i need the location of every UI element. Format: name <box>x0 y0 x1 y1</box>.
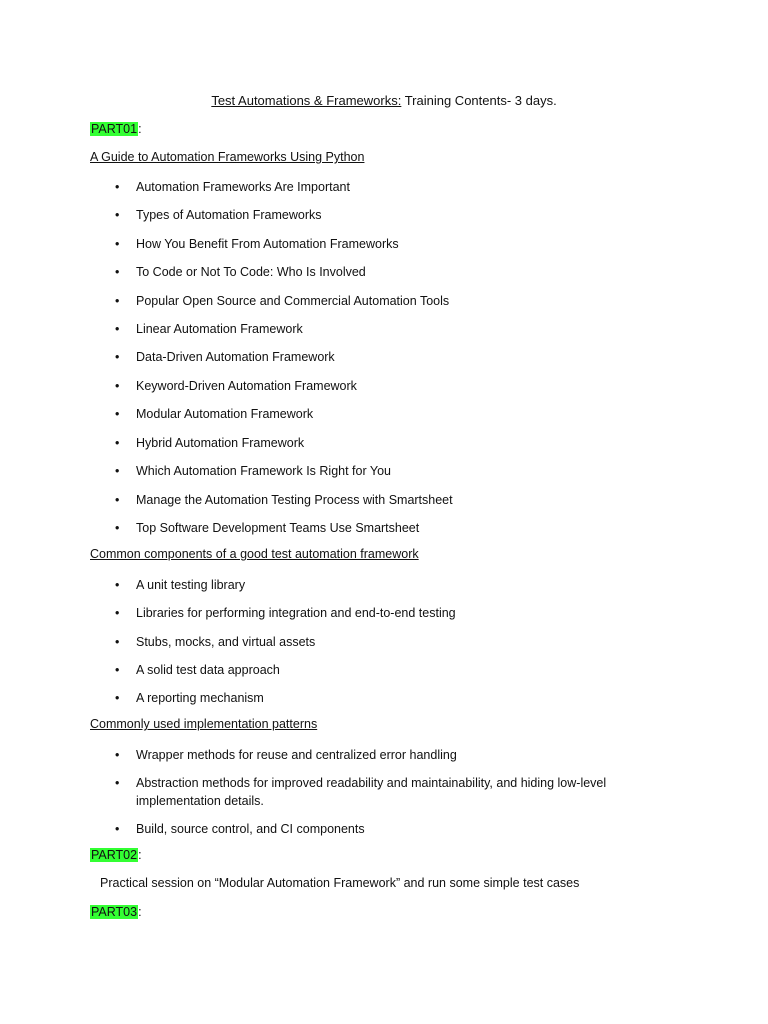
list-item-text: Types of Automation Frameworks <box>136 208 322 222</box>
part3-suffix: : <box>138 905 142 919</box>
list-item-text: Libraries for performing integration and end-to-end testing <box>136 606 456 620</box>
bullet-icon: • <box>115 322 120 336</box>
bullet-icon: • <box>115 180 120 194</box>
list-item-text: Which Automation Framework Is Right for You <box>136 464 391 478</box>
bullet-icon: • <box>115 350 120 364</box>
bullet-icon: • <box>115 748 120 762</box>
part2-description: Practical session on “Modular Automation Framework” and run some simple test cases <box>100 876 580 890</box>
section2-heading: Common components of a good test automation framework <box>90 547 419 561</box>
part3-label <box>90 905 142 919</box>
part2-highlight: PART02 <box>91 848 138 862</box>
bullet-icon: • <box>115 436 120 450</box>
bullet-icon: • <box>115 237 120 251</box>
section3-heading: Commonly used implementation patterns <box>90 717 318 731</box>
part1-label <box>90 122 142 136</box>
part2-suffix: : <box>138 848 142 862</box>
list-item-text: Abstraction methods for improved readability and maintainability, and hiding low-level implementation details. <box>136 776 607 808</box>
list-item-text: Linear Automation Framework <box>136 322 303 336</box>
bullet-icon: • <box>115 379 120 393</box>
bullet-icon: • <box>115 691 120 705</box>
bullet-icon: • <box>115 464 120 478</box>
list-item-text: Hybrid Automation Framework <box>136 436 305 450</box>
part2-label <box>90 848 142 862</box>
bullet-icon: • <box>115 776 120 790</box>
list-item-text: Top Software Development Teams Use Smartsheet <box>136 521 420 535</box>
title-underlined: Test Automations & Frameworks: <box>211 93 402 108</box>
bullet-icon: • <box>115 822 120 836</box>
list-item-text: To Code or Not To Code: Who Is Involved <box>136 265 366 279</box>
bullet-icon: • <box>115 606 120 620</box>
bullet-icon: • <box>115 208 120 222</box>
bullet-icon: • <box>115 635 120 649</box>
list-item-text: Popular Open Source and Commercial Automation Tools <box>136 294 450 308</box>
list-item-text: Manage the Automation Testing Process with Smartsheet <box>136 493 453 507</box>
list-item-text: Data-Driven Automation Framework <box>136 350 335 364</box>
list-item-text: Modular Automation Framework <box>136 407 314 421</box>
title-rest: Training Contents- 3 days. <box>401 93 557 108</box>
bullet-icon: • <box>115 493 120 507</box>
list-item-text: Stubs, mocks, and virtual assets <box>136 635 316 649</box>
bullet-icon: • <box>115 294 120 308</box>
bullet-icon: • <box>115 265 120 279</box>
list-item-text: Automation Frameworks Are Important <box>136 180 350 194</box>
list-item-text: Keyword-Driven Automation Framework <box>136 379 357 393</box>
list-item-text: A reporting mechanism <box>136 691 264 705</box>
part1-highlight: PART01 <box>91 122 138 136</box>
list-item-text: A solid test data approach <box>136 663 280 677</box>
bullet-icon: • <box>115 521 120 535</box>
document-title <box>0 93 768 108</box>
list-item-text: Wrapper methods for reuse and centralized error handling <box>136 748 457 762</box>
bullet-icon: • <box>115 663 120 677</box>
section1-heading: A Guide to Automation Frameworks Using Python <box>90 150 365 164</box>
part3-highlight: PART03 <box>91 905 138 919</box>
bullet-icon: • <box>115 407 120 421</box>
list-item-text: A unit testing library <box>136 578 246 592</box>
part1-suffix: : <box>138 122 142 136</box>
list-item-text: How You Benefit From Automation Frameworks <box>136 237 399 251</box>
bullet-icon: • <box>115 578 120 592</box>
list-item-text: Build, source control, and CI components <box>136 822 365 836</box>
